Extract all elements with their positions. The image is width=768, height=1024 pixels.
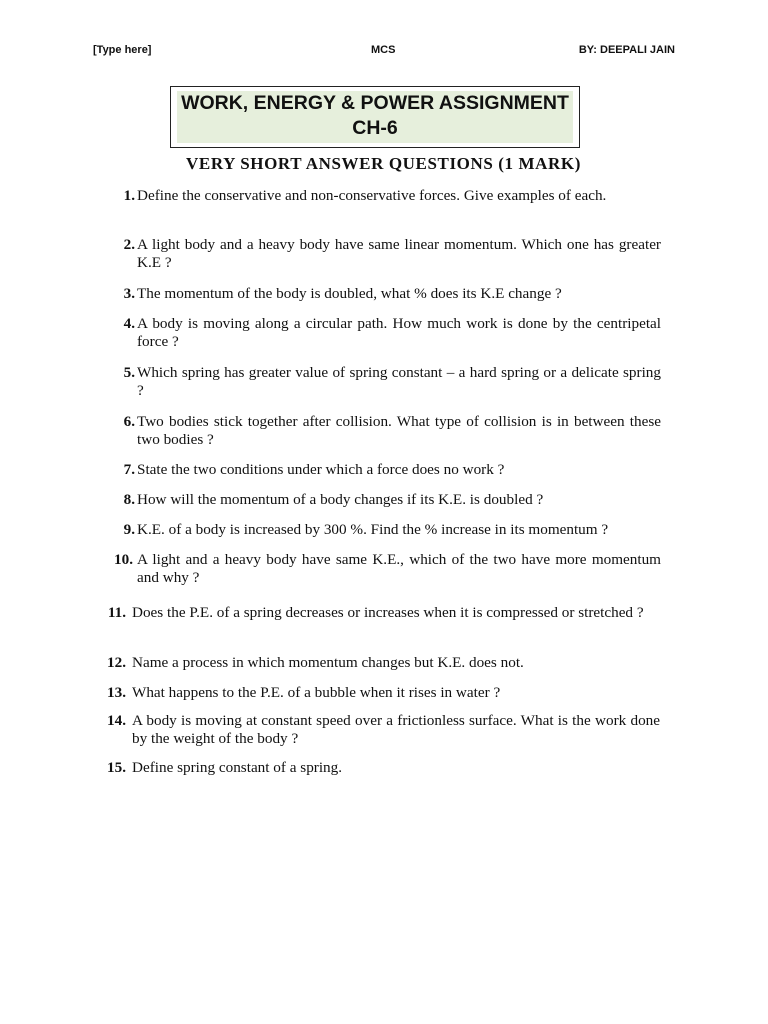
question-text: Two bodies stick together after collision. What type of collision is in between these two bodies ? bbox=[137, 413, 661, 448]
question-number: 8. bbox=[123, 491, 135, 508]
question-item-3 bbox=[105, 285, 665, 305]
title-panel bbox=[177, 91, 573, 143]
question-item-4 bbox=[105, 315, 665, 353]
question-item-13 bbox=[96, 684, 665, 704]
question-text: What happens to the P.E. of a bubble when it rises in water ? bbox=[132, 684, 501, 701]
question-item-1 bbox=[105, 187, 665, 225]
question-number: 1. bbox=[123, 187, 135, 204]
question-text: A body is moving along a circular path. How much work is done by the centripetal force ? bbox=[137, 315, 661, 350]
chapter-label: CH-6 bbox=[352, 117, 398, 139]
question-item-5 bbox=[105, 364, 665, 402]
question-number: 6. bbox=[123, 413, 135, 430]
title-box bbox=[170, 86, 580, 148]
question-text: State the two conditions under which a force does no work ? bbox=[137, 461, 505, 478]
question-text: Does the P.E. of a spring decreases or increases when it is compressed or stretched ? bbox=[132, 604, 644, 621]
question-text: Which spring has greater value of spring constant – a hard spring or a delicate spring ? bbox=[137, 364, 661, 399]
question-text: Define spring constant of a spring. bbox=[132, 759, 343, 776]
section-heading-text: VERY SHORT ANSWER QUESTIONS (1 MARK) bbox=[186, 154, 581, 173]
question-number: 12. bbox=[107, 654, 126, 671]
page-header bbox=[0, 44, 768, 60]
question-text: A light and a heavy body have same K.E., which of the two have more momentum and why ? bbox=[137, 551, 661, 586]
question-number: 5. bbox=[123, 364, 135, 381]
question-number: 14. bbox=[107, 712, 126, 729]
question-item-15 bbox=[96, 759, 665, 779]
question-item-12 bbox=[96, 654, 665, 674]
question-number: 4. bbox=[123, 315, 135, 332]
question-number: 13. bbox=[107, 684, 126, 701]
question-number: 2. bbox=[123, 236, 135, 253]
question-item-8 bbox=[105, 491, 665, 511]
question-item-11 bbox=[96, 604, 665, 642]
question-text: Name a process in which momentum changes but K.E. does not. bbox=[132, 654, 524, 671]
question-number: 3. bbox=[123, 285, 135, 302]
page-title: WORK, ENERGY & POWER ASSIGNMENT bbox=[181, 92, 569, 114]
question-item-2 bbox=[105, 236, 665, 274]
question-number: 11. bbox=[107, 604, 126, 621]
question-text: The momentum of the body is doubled, what % does its K.E change ? bbox=[137, 285, 562, 302]
question-item-14 bbox=[96, 712, 665, 750]
question-item-10 bbox=[100, 551, 665, 589]
question-text: How will the momentum of a body changes if its K.E. is doubled ? bbox=[137, 491, 544, 508]
question-item-6 bbox=[105, 413, 665, 451]
question-number: 15. bbox=[107, 759, 126, 776]
section-heading bbox=[0, 154, 768, 174]
question-number: 9. bbox=[123, 521, 135, 538]
question-text: A body is moving at constant speed over a frictionless surface. What is the work done by the weight of the body ? bbox=[132, 712, 660, 747]
question-item-7 bbox=[105, 461, 665, 481]
question-number: 7. bbox=[123, 461, 135, 478]
question-item-9 bbox=[105, 521, 665, 541]
header-left-text: [Type here] bbox=[93, 44, 152, 56]
question-text: K.E. of a body is increased by 300 %. Find the % increase in its momentum ? bbox=[137, 521, 609, 538]
question-text: Define the conservative and non-conservative forces. Give examples of each. bbox=[137, 187, 607, 204]
header-author: BY: DEEPALI JAIN bbox=[578, 44, 675, 56]
question-number: 10. bbox=[114, 551, 133, 568]
question-text: A light body and a heavy body have same linear momentum. Which one has greater K.E ? bbox=[137, 236, 661, 271]
header-center-text: MCS bbox=[371, 44, 396, 56]
